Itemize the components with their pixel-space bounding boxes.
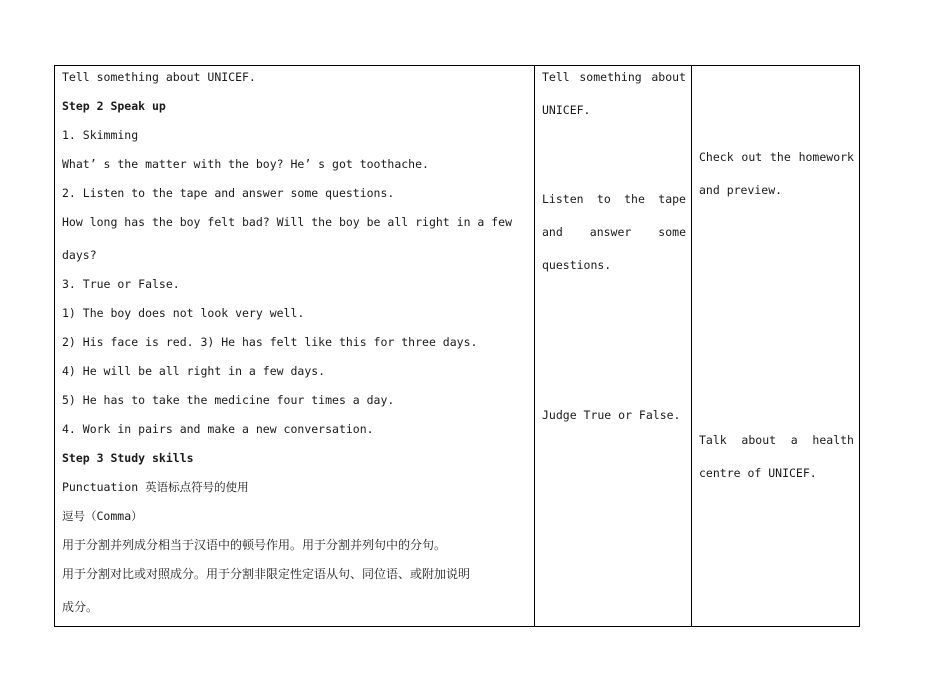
step2-heading: Step 2 Speak up xyxy=(62,99,166,113)
intro-line: Tell something about UNICEF. xyxy=(62,70,256,84)
skimming-line: 1. Skimming xyxy=(62,128,139,142)
lesson-plan-table xyxy=(54,65,860,627)
tf-item-2-3: 2) His face is red. 3) He has felt like this for three days. xyxy=(62,335,478,349)
homework-column xyxy=(692,66,860,626)
content-column xyxy=(55,66,535,626)
true-false-line: 3. True or False. xyxy=(62,277,180,291)
word: and xyxy=(542,225,563,239)
usage-line-1: 用于分割并列成分相当于汉语中的顿号作用。用于分割并列句中的分句。 xyxy=(62,538,447,552)
judge-line: Judge True or False. xyxy=(542,408,681,422)
word: the xyxy=(624,192,645,206)
comma-line: 逗号（Comma） xyxy=(62,509,143,523)
word: something xyxy=(579,70,642,84)
word: Talk xyxy=(699,433,727,447)
tf-item-5: 5) He has to take the medicine four times a day. xyxy=(62,393,395,407)
listen-line: 2. Listen to the tape and answer some questions. xyxy=(62,186,395,200)
step3-heading: Step 3 Study skills xyxy=(62,451,194,465)
usage-line-2-cont: 成分。 xyxy=(62,600,99,614)
days-line: days? xyxy=(62,248,97,262)
listen-activity-line xyxy=(542,192,686,206)
centre-line: centre of UNICEF. xyxy=(699,466,817,480)
how-long-line: How long has the boy felt bad? Will the boy be all right in a few xyxy=(62,215,513,229)
word: the xyxy=(770,150,791,164)
word: to xyxy=(596,192,611,206)
word: out xyxy=(741,150,763,164)
check-line xyxy=(699,150,854,164)
word: about xyxy=(741,433,777,447)
activity-column xyxy=(535,66,692,626)
word: tape xyxy=(658,192,686,206)
preview-line: and preview. xyxy=(699,183,783,197)
word: about xyxy=(651,70,686,84)
tf-item-1: 1) The boy does not look very well. xyxy=(62,306,305,320)
word: homework xyxy=(798,150,854,164)
tf-item-4: 4) He will be all right in a few days. xyxy=(62,364,326,378)
answer-activity-line xyxy=(542,225,686,239)
talk-line xyxy=(699,433,854,447)
word: Tell xyxy=(542,70,570,84)
word: health xyxy=(812,433,854,447)
word: some xyxy=(658,225,686,239)
word: Listen xyxy=(542,192,584,206)
pairs-line: 4. Work in pairs and make a new conversation. xyxy=(62,422,374,436)
tell-line xyxy=(542,70,686,84)
usage-line-2: 用于分割对比或对照成分。用于分割非限定性定语从句、同位语、或附加说明 xyxy=(62,567,471,581)
word: a xyxy=(790,433,798,447)
punctuation-line: Punctuation 英语标点符号的使用 xyxy=(62,480,249,494)
questions-line: questions. xyxy=(542,258,612,272)
tell-cont-line: UNICEF. xyxy=(542,103,591,117)
question-boy-line: What’ s the matter with the boy? He’ s got toothache. xyxy=(62,157,429,171)
word: Check xyxy=(699,150,734,164)
word: answer xyxy=(589,225,632,239)
